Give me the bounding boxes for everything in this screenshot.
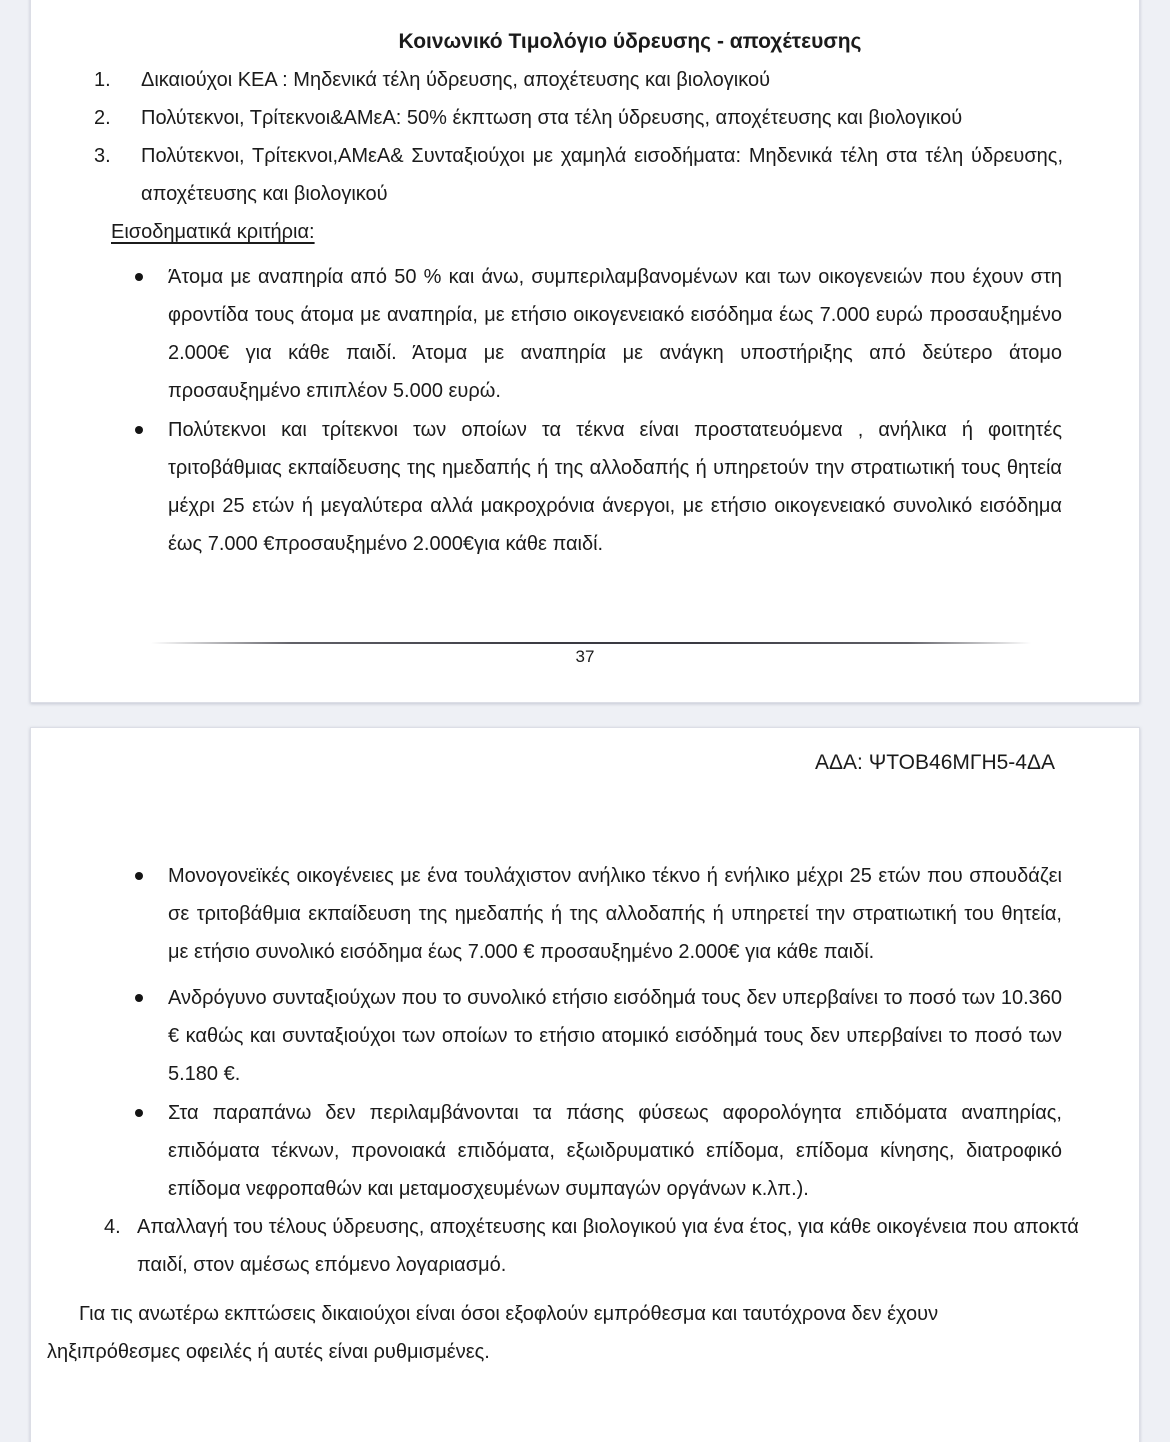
page-title: Κοινωνικό Τιμολόγιο ύδρευσης - αποχέτευσης bbox=[398, 30, 862, 53]
bullet-text: Πολύτεκνοι και τρίτεκνοι των οποίων τα τέκνα είναι προστατευόμενα , ανήλικα ή φοιτητές τριτοβάθμιας εκπαίδευσης της ημεδαπής ή της αλλοδαπής ή υπηρετούν την στρατιωτική τους θητεία μέχρι 25 ετών ή μεγαλύτερα αλλά μακροχρόνια άνεργοι, με ετήσιο οικογενειακό συνολικό εισόδημα έως 7.000 €προσαυξημένο 2.000€για κάθε παιδί. bbox=[168, 419, 1062, 555]
closing-paragraph: Για τις ανωτέρω εκπτώσεις δικαιούχοι είναι όσοι εξοφλούν εμπρόθεσμα και ταυτόχρονα δεν έχουν ληξιπρόθεσμες οφειλές ή αυτές είναι ρυθμισμένες. bbox=[47, 1303, 939, 1363]
item-text: Απαλλαγή του τέλους ύδρευσης, αποχέτευσης και βιολογικού για ένα έτος, για κάθε οικογένεια που αποκτά παιδί, στον αμέσως επόμενο λογαριασμό. bbox=[137, 1216, 1079, 1276]
page-number: 37 bbox=[575, 647, 595, 666]
bullet-icon bbox=[135, 273, 143, 281]
item-number: 3. bbox=[94, 145, 111, 167]
bullet-icon bbox=[135, 994, 143, 1002]
item-number: 4. bbox=[104, 1216, 121, 1238]
item-text: Δικαιούχοι ΚΕΑ : Μηδενικά τέλη ύδρευσης, αποχέτευσης και βιολογικού bbox=[141, 69, 771, 91]
numbered-item-2 bbox=[31, 99, 1139, 137]
numbered-item-1 bbox=[31, 61, 1139, 99]
bullet-item bbox=[31, 411, 1139, 563]
bullet-text: Στα παραπάνω δεν περιλαμβάνονται τα πάσης φύσεως αφορολόγητα επιδόματα αναπηρίας, επιδόματα τέκνων, προνοιακά επιδόματα, εξωιδρυματικό επίδομα, επίδομα κίνησης, διατροφικό επίδομα νεφροπαθών και μεταμοσχευμένων συμπαγών οργάνων κ.λπ.). bbox=[168, 1102, 1062, 1200]
footnote-separator bbox=[151, 642, 1031, 644]
item-text: Πολύτεκνοι, Τρίτεκνοι,ΑΜεΑ& Συνταξιούχοι με χαμηλά εισοδήματα: Μηδενικά τέλη στα τέλη ύδρευσης, αποχέτευσης και βιολογικού bbox=[141, 145, 1063, 205]
bullet-icon bbox=[135, 426, 143, 434]
document-page-1 bbox=[30, 0, 1140, 703]
bullet-item bbox=[31, 1094, 1139, 1208]
bullet-item bbox=[31, 258, 1139, 410]
bullet-icon bbox=[135, 872, 143, 880]
item-number: 1. bbox=[94, 69, 111, 91]
numbered-item-3 bbox=[31, 137, 1139, 213]
ada-code: ΑΔΑ: ΨΤΟΒ46ΜΓΗ5-4ΔΑ bbox=[814, 751, 1055, 774]
item-text: Πολύτεκνοι, Τρίτεκνοι&ΑΜεΑ: 50% έκπτωση στα τέλη ύδρευσης, αποχέτευσης και βιολογικού bbox=[141, 107, 963, 129]
numbered-item-4 bbox=[31, 1208, 1139, 1284]
page-footer bbox=[31, 642, 1139, 702]
bullet-text: Μονογονεϊκές οικογένειες με ένα τουλάχιστον ανήλικο τέκνο ή ενήλικο μέχρι 25 ετών που σπουδάζει σε τριτοβάθμια εκπαίδευση της ημεδαπής ή της αλλοδαπής ή υπηρετεί την στρατιωτική του θητεία, με ετήσιο συνολικό εισόδημα έως 7.000 € προσαυξημένο 2.000€ για κάθε παιδί. bbox=[168, 865, 1062, 963]
bullet-item bbox=[31, 857, 1139, 971]
item-number: 2. bbox=[94, 107, 111, 129]
bullet-item bbox=[31, 979, 1139, 1093]
bullet-text: Άτομα με αναπηρία από 50 % και άνω, συμπεριλαμβανομένων και των οικογενειών που έχουν στη φροντίδα τους άτομα με αναπηρία, με ετήσιο οικογενειακό εισόδημα έως 7.000 ευρώ προσαυξημένο 2.000€ για κάθε παιδί. Άτομα με αναπηρία με ανάγκη υποστήριξης από δεύτερο άτομο προσαυξημένο επιπλέον 5.000 ευρώ. bbox=[168, 266, 1062, 402]
document-page-2 bbox=[30, 727, 1140, 1442]
criteria-heading: Εισοδηματικά κριτήρια: bbox=[111, 221, 315, 243]
bullet-icon bbox=[135, 1109, 143, 1117]
bullet-text: Ανδρόγυνο συνταξιούχων που το συνολικό ετήσιο εισόδημά τους δεν υπερβαίνει το ποσό των 10.360 € καθώς και συνταξιούχοι των οποίων το ετήσιο ατομικό εισόδημά τους δεν υπερβαίνει το ποσό των 5.180 €. bbox=[168, 987, 1062, 1085]
